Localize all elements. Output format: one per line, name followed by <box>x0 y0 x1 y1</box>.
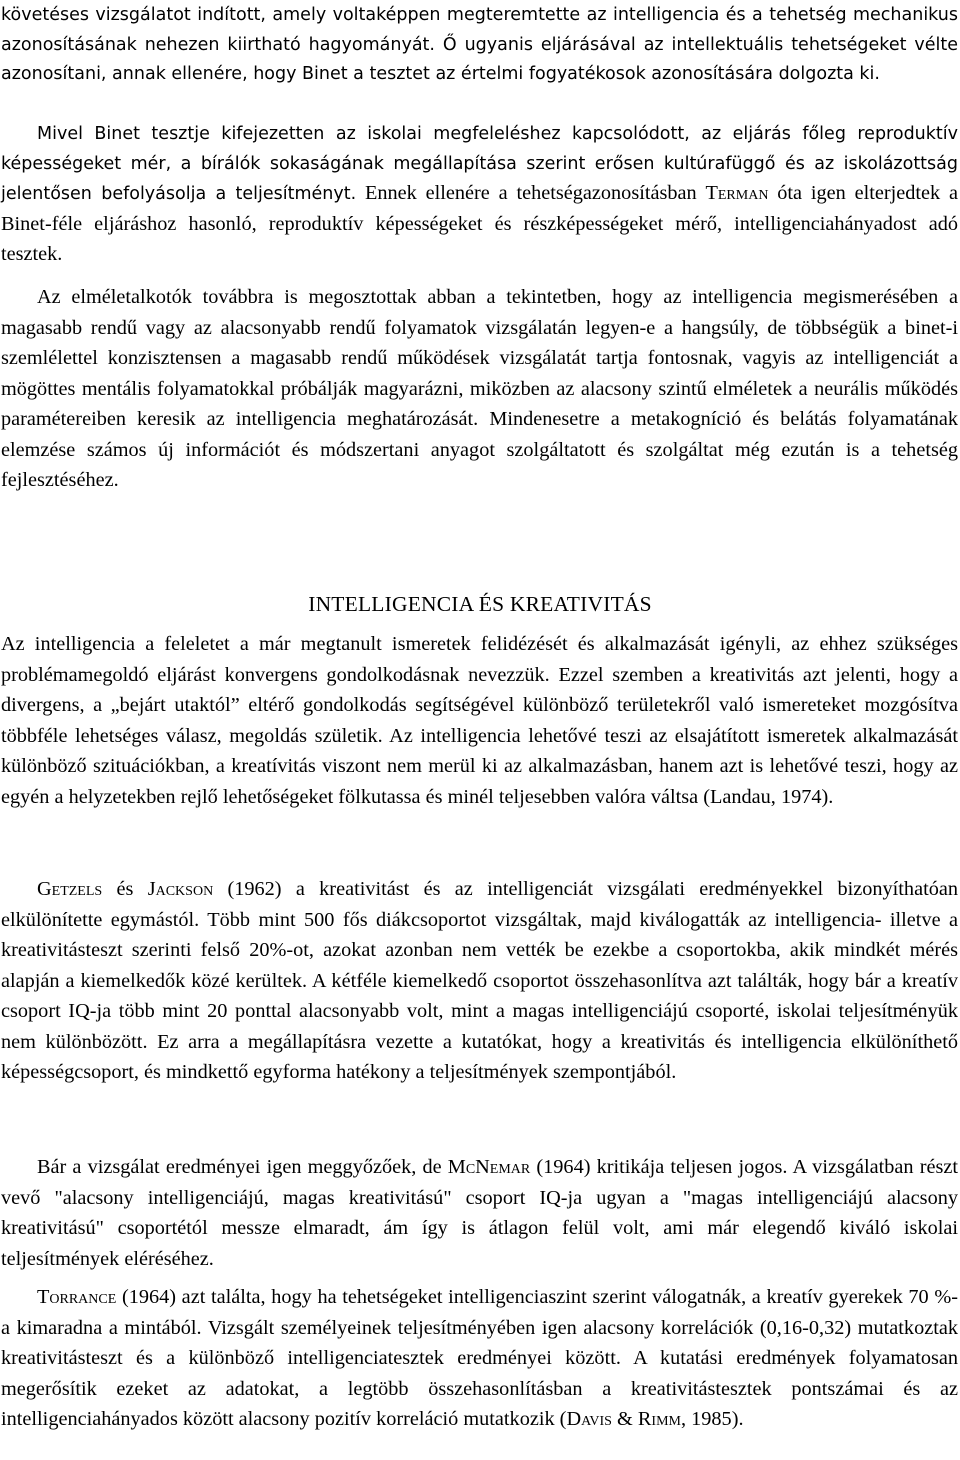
text-span: Ennek ellenére a tehetségazonosításban <box>356 182 706 204</box>
paragraph-binet-intro: követéses vizsgálatot indított, amely voltaképpen megteremtette az intelligencia és a tehetség mechanikus azonosításának nehezen kiirtható hagyományát. Ő ugyanis eljárásával az intellektuális tehetségeket vélte azonosítani, annak ellenére, hogy Binet a tesztet az értelmi fogyatékosok azonosítására dolgozta ki. <box>1 5 958 84</box>
paragraph-getzels-jackson <box>1 874 958 1088</box>
paragraph-torrance <box>1 1282 958 1435</box>
citation-davis: Davis <box>566 1408 612 1430</box>
paragraph-binet-test <box>1 120 958 271</box>
paragraph-theorists: Az elméletalkotók továbbra is megosztottak abban a tekintetben, hogy az intelligencia megismerésében a magasabb rendű vagy az alacsonyabb rendű folyamatok vizsgálatán legyen-e a hangsúly, de többségük a binet-i szemlélettel konzisztensen a magasabb rendű működések vizsgálatát tartja fontosnak, vagyis az intelligenciát a mögöttes mentális folyamatokkal próbálják magyarázni, miközben az alacsony szintű elméletek a neurális működés paramétereiben keresik az intelligencia meghatározását. Mindenesetre a metakogníció és belátás folyamatának elemzése számos új információt és módszertani anyagot szolgáltatott és szolgáltat még ezután is a tehetség fejlesztéséhez. <box>1 286 958 491</box>
text-span: és <box>102 878 148 900</box>
citation-rimm: Rimm <box>637 1408 681 1430</box>
paragraph-mcnemar <box>1 1152 958 1274</box>
text-span: , 1985). <box>680 1408 744 1430</box>
author-name-torrance: Torrance <box>37 1286 117 1308</box>
text-span: óta igen elterjedtek a Binet-féle eljáráshoz hasonló, reproduktív képességeket és részképességeket mérő, intelligenciahányadost adó tesztek. <box>1 182 958 265</box>
author-name-getzels: Getzels <box>37 878 103 900</box>
paragraph-intelligence-creativity: Az intelligencia a feleletet a már megtanult ismeretek felidézését és alkalmazását igényli, az ehhez szükséges problémamegoldó eljárást konvergens gondolkodásnak nevezzük. Ezzel szemben a kreativitás azt jelenti, hogy a divergens, a „bejárt utaktól” eltérő gondolkodás segítségével különböző területekről való ismereteket mozgósítva többféle lehetséges válasz, megoldás születik. Az intelligencia lehetővé teszi az elsajátított ismeretek alkalmazását különböző szituációkban, a kreatívitás viszont nem merül ki az alkalmazásban, hanem azt is lehetővé teszi, hogy az egyén a helyzetekben rejlő lehetőségeket fölkutassa és minél teljesebben valóra váltsa (Landau, 1974). <box>1 633 958 808</box>
text-span: (1964) azt találta, hogy ha tehetségeket intelligenciaszint szerint válogatnák, a kreatív gyerekek 70 %-a kimaradna a mintából. Vizsgált személyeinek teljesítményében igen alacsony korrelációk (0,16-0,32) mutatkoztak kreativitásteszt és a különböző intelligenciatesztek eredményei között. A kutatási eredmények folyamatosan megerősítik ezeket az adatokat, a legtöbb összehasonlításban a kreativitástesztek pontszámai és az intelligenciahányados között alacsony pozitív korreláció mutatkozik ( <box>1 1286 958 1430</box>
author-name-terman: Terman <box>705 182 769 204</box>
text-span: & <box>611 1408 638 1430</box>
author-name-mcnemar: McNemar <box>447 1156 531 1178</box>
author-name-jackson: Jackson <box>147 878 214 900</box>
text-span: Mivel Binet tesztje kifejezetten az iskolai megfeleléshez kapcsolódott, az eljárás főleg reproduktív képességeket mér, a bírálók sokaságának megállapítása szerint erősen kultúrafüggő és az iskolázottság jelentősen befolyásolja a teljesítményt. <box>1 124 958 204</box>
section-heading: INTELLIGENCIA ÉS KREATIVITÁS <box>308 592 652 616</box>
text-span: (1964) kritikája teljesen jogos. A vizsgálatban részt vevő "alacsony intelligenciájú, magas kreativitású" csoport IQ-ja ugyan a "magas intelligenciájú alacsony kreativitású" csoportétól messze elmaradt, ám így is átlagon felül volt, ami már elegendő kiváló iskolai teljesítmények eléréséhez. <box>1 1156 958 1270</box>
text-span: Bár a vizsgálat eredményei igen meggyőzőek, de <box>37 1156 448 1178</box>
text-span: (1962) a kreativitást és az intelligenciát vizsgálati eredményekkel bizonyíthatóan elkülönítette egymástól. Több mint 500 fős diákcsoportot vizsgáltak, majd kiválogatták az intelligencia- illetve a kreativitásteszt szerinti felső 20%-ot, azokat azonban nem vették be ezekbe a csoportokba, akik mindkét mérés alapján a kiemelkedők közé kerültek. A kétféle kiemelkedő csoportot összehasonlítva azt találták, hogy bár a kreatív csoport IQ-ja több mint 20 ponttal alacsonyabb volt, mint a magas intelligenciájú csoporté, iskolai teljesítményük nem különbözött. Ez arra a megállapításra vezette a kutatókat, hogy a kreativitás és intelligencia elkülöníthető képességcsoport, és mindkettő egyforma hatékony a teljesítmények szempontjából. <box>1 878 958 1083</box>
